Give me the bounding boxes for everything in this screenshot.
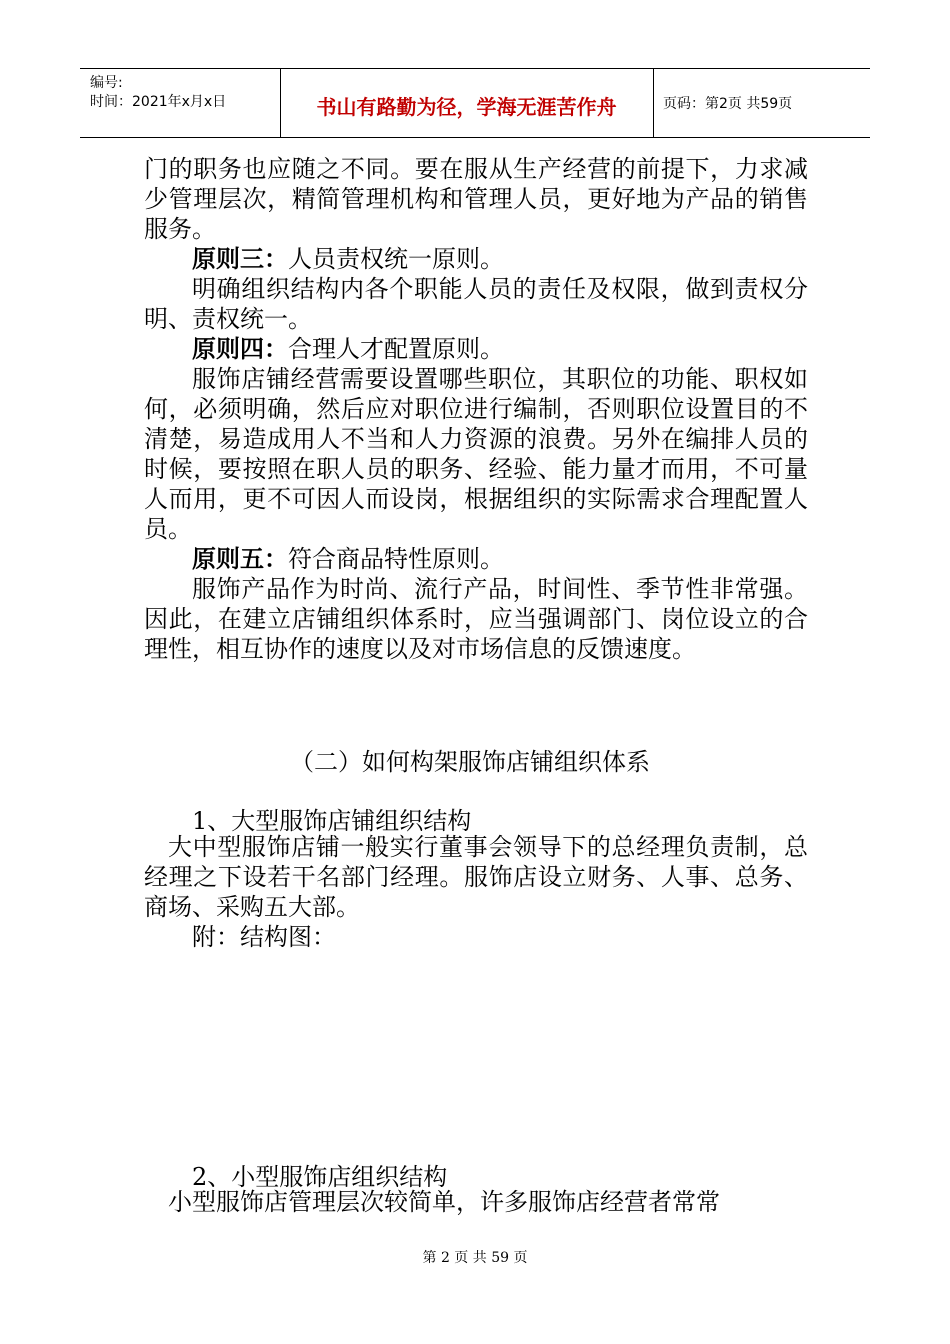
header-motto-cell [280,69,654,137]
principle-five [144,544,808,574]
paragraph: 小型服饰店管理层次较简单，许多服饰店经营者常常 [168,1188,720,1216]
principle-three [144,244,808,274]
figure-note: 附：结构图： [192,923,336,951]
header-motto: 书山有路勤为径，学海无涯苦作舟 [316,95,617,119]
paragraph: 大中型服饰店铺一般实行董事会领导下的总经理负责制，总经理之下设若干名部门经理。服饰店设立财务、人事、总务、商场、采购五大部。 [144,833,808,921]
principle-text: 人员责权统一原则。 [288,245,504,273]
paragraph: 门的职务也应随之不同。要在服从生产经营的前提下，力求减少管理层次，精简管理机构和管理人员，更好地为产品的销售服务。 [144,155,808,243]
principle-text: 合理人才配置原则。 [288,335,504,363]
principle-text: 符合商品特性原则。 [288,545,504,573]
header-page-number: 页码：第2页 共59页 [663,96,793,112]
principle-label: 原则四： [192,334,288,363]
body-text-mid [144,832,808,952]
doc-number-label: 编号: [90,75,123,91]
section-heading: （二）如何构架服饰店铺组织体系 [290,748,650,776]
page-footer: 第 2 页 共 59 页 [422,1250,528,1266]
body-text-top [144,154,808,664]
paragraph: 服饰店铺经营需要设置哪些职位，其职位的功能、职权如何，必须明确，然后应对职位进行编制，否则职位设置目的不清楚，易造成用人不当和人力资源的浪费。另外在编排人员的时候，要按照在职人员的职务、经验、能力量才而用，不可量人而用，更不可因人而设岗，根据组织的实际需求合理配置人员。 [144,365,808,543]
header-page-cell [653,69,870,137]
paragraph: 明确组织结构内各个职能人员的责任及权限，做到责权分明、责权统一。 [144,275,808,333]
principle-label: 原则五： [192,544,288,573]
subsection-heading: 1、大型服饰店铺组织结构 [192,807,472,835]
paragraph: 服饰产品作为时尚、流行产品，时间性、季节性非常强。因此，在建立店铺组织体系时，应当强调部门、岗位设立的合理性，相互协作的速度以及对市场信息的反馈速度。 [144,575,808,663]
time-label: 时间：2021年x月x日 [90,94,227,110]
header-left-cell [80,69,281,137]
principle-label: 原则三： [192,244,288,273]
page-header [80,68,870,138]
subsection-heading: 2、小型服饰店组织结构 [192,1163,448,1191]
body-text-bottom [144,1187,808,1217]
principle-four [144,334,808,364]
